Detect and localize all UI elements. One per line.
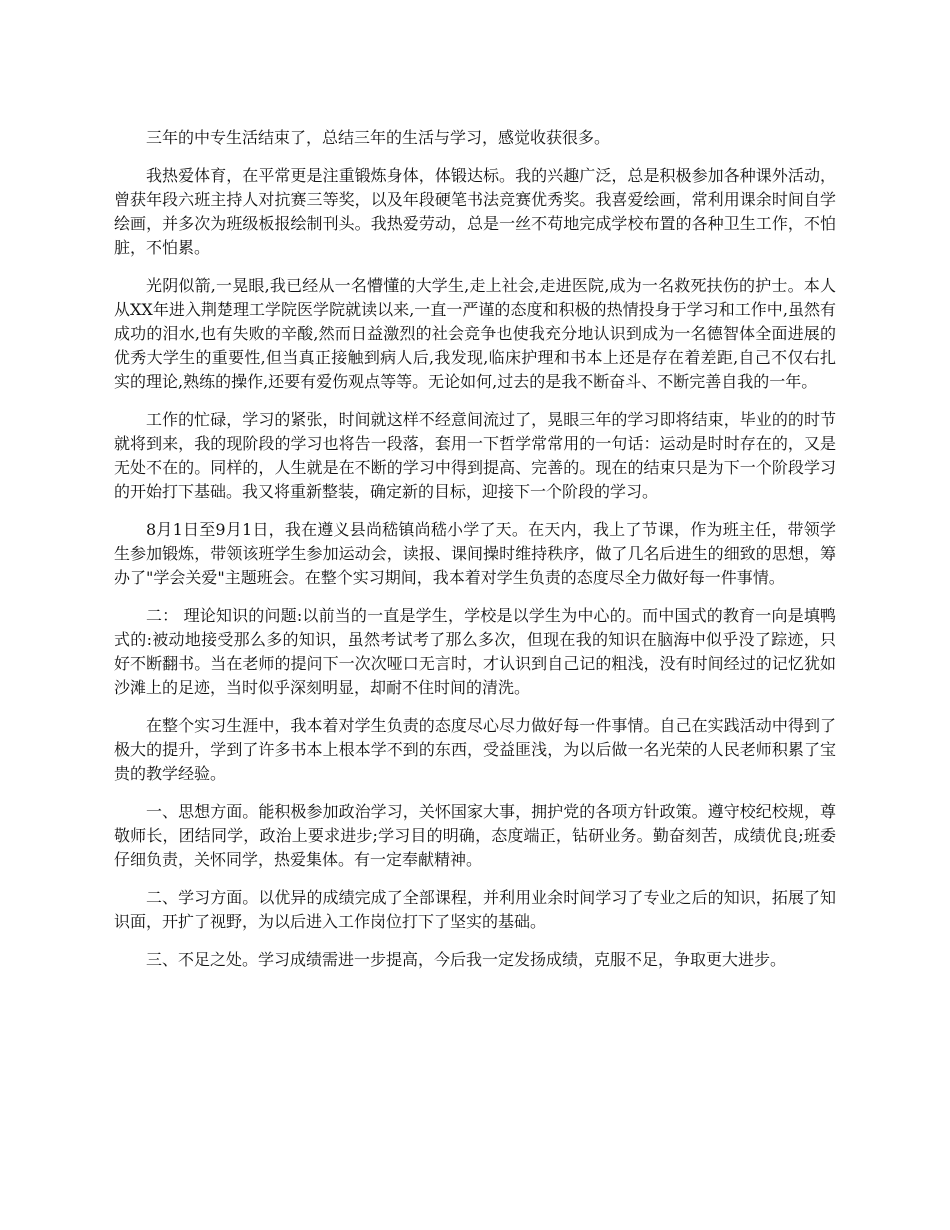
paragraph-intro: 三年的中专生活结束了，总结三年的生活与学习，感觉收获很多。 [146,128,611,147]
paragraph-internship: 8月1日至9月1日，我在遵义县尚嵇镇尚嵇小学了天。在天内，我上了节课，作为班主任，带领学生参加锻炼，带领该班学生参加运动会，读报、课间操时维持秩序，做了几名后进生的细致的思想，筹办了"学会关爱"主题班会。在整个实习期间，我本着对学生负责的态度尽全力做好每一件事情。 [114,520,836,587]
paragraph-nursing: 光阴似箭,一晃眼,我已经从一名懵懂的大学生,走上社会,走进医院,成为一名救死扶伤的护士。本人从XX年进入荆楚理工学院医学院就读以来,一直一严谨的态度和积极的热情投身于学习和工作中,虽然有成功的泪水,也有失败的辛酸,然而日益激烈的社会竞争也使我充分地认识到成为一名德智体全面进展的优秀大学生的重要性,但当真正接触到病人后,我发现,临床护理和书本上还是存在着差距,自己不仅右扎实的理论,熟练的操作,还要有爱伤观点等等。无论如何,过去的是我不断奋斗、不断完善自我的一年。 [114,276,836,391]
document-body [114,126,836,986]
paragraph-hobbies: 我热爱体育，在平常更是注重锻炼身体，体锻达标。我的兴趣广泛，总是积极参加各种课外活动，曾获年段六班主持人对抗赛三等奖，以及年段硬笔书法竞赛优秀奖。我喜爱绘画，常利用课余时间自学绘画，并多次为班级板报绘制刊头。我热爱劳动，总是一丝不苟地完成学校布置的各种卫生工作，不怕脏，不怕累。 [114,166,836,257]
paragraph-shortcomings: 三、不足之处。学习成绩需进一步提高，今后我一定发扬成绩，克服不足，争取更大进步。 [146,950,787,969]
paragraph-theory: 二： 理论知识的问题:以前当的一直是学生，学校是以学生为中心的。而中国式的教育一向是填鸭式的:被动地接受那么多的知识，虽然考试考了那么多次，但现在我的知识在脑海中似乎没了踪迹，只好不断翻书。当在老师的提问下一次次哑口无言时，才认识到自己记的粗浅，没有时间经过的记忆犹如沙滩上的足迹，当时似乎深刻明显，却耐不住时间的清洗。 [114,606,836,697]
paragraph-learning: 二、学习方面。以优异的成绩完成了全部课程，并利用业余时间学习了专业之后的知识，拓展了知识面，开扩了视野，为以后进入工作岗位打下了坚实的基础。 [114,888,836,931]
paragraph-ideology: 一、思想方面。能积极参加政治学习，关怀国家大事，拥护党的各项方针政策。遵守校纪校规，尊敬师长，团结同学，政治上要求进步;学习目的明确，态度端正，钻研业务。勤奋刻苦，成绩优良;班委仔细负责，关怀同学，热爱集体。有一定奉献精神。 [114,802,836,869]
paragraph-study-end: 工作的忙碌，学习的紧张，时间就这样不经意间流过了，晃眼三年的学习即将结束，毕业的的时节就将到来，我的现阶段的学习也将告一段落，套用一下哲学常常用的一句话：运动是时时存在的，又是无处不在的。同样的，人生就是在不断的学习中得到提高、完善的。现在的结束只是为下一个阶段学习的开始打下基础。我又将重新整装，确定新的目标，迎接下一个阶段的学习。 [114,410,836,501]
paragraph-practice: 在整个实习生涯中，我本着对学生负责的态度尽心尽力做好每一件事情。自己在实践活动中得到了极大的提升，学到了许多书本上根本学不到的东西，受益匪浅，为以后做一名光荣的人民老师积累了宝贵的教学经验。 [114,716,836,783]
